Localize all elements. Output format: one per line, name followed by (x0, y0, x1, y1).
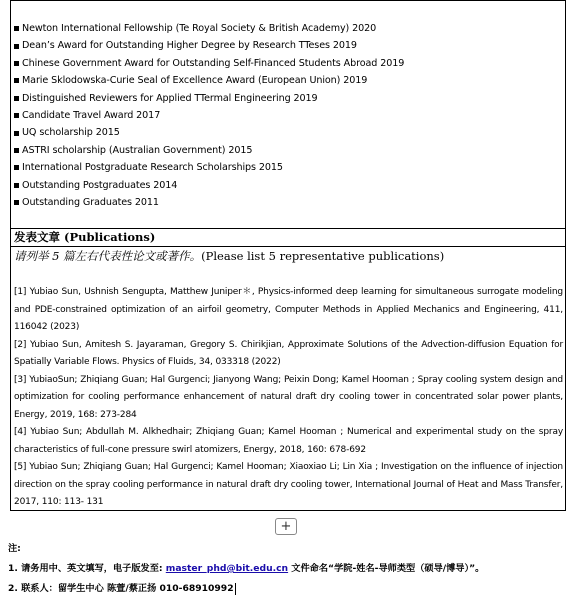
publication-item[interactable]: [3] YubiaoSun; Zhiqiang Guan; Hal Gurgenci; Jianyong Wang; Peixin Dong; Kamel Hooman ; Spray cooling system design and optimization for cooling performance enhancement of natural draft dry cooling tower in concentrated solar power plants, Energy, 2019, 168: 273-284 (14, 374, 563, 420)
bullet-icon (14, 148, 19, 153)
email-link[interactable]: master_phd@bit.edu.cn (165, 563, 289, 574)
award-item: Marie Sklodowska-Curie Seal of Excellence Award (European Union) 2019 (14, 72, 562, 89)
publication-item[interactable]: [1] Yubiao Sun, Ushnish Sengupta, Matthew Juniper＊, Physics-informed deep learning for simultaneous surrogate modeling and PDE-constrained optimization of an airfoil geometry, Computer Methods in Applied Mechanics and Engineering, 411, 116042 (2023) (14, 287, 563, 332)
bullet-icon (14, 96, 19, 101)
publication-item[interactable]: [2] Yubiao Sun, Amitesh S. Jayaraman, Gregory S. Chirikjian, Approximate Solutions of the Advection-diffusion Equation for Spatially Variable Flows. Physics of Fluids, 34, 033318 (2022) (14, 339, 563, 367)
instruction-cn: 请列举 5 篇左右代表性论文或著作。 (14, 249, 202, 263)
award-item: ASTRI scholarship (Australian Government) 2015 (14, 142, 562, 159)
table-divider (10, 246, 566, 247)
publication-item[interactable]: [5] Yubiao Sun; Zhiqiang Guan; Hal Gurgenci; Kamel Hooman; Xiaoxiao Li; Lin Xia ; Investigation on the influence of injection direction on the spray cooling performance in natural draft dry cooling tower, International Journal of Heat and Mass Transfer, 2017, 110: 113- 131 (14, 462, 563, 507)
add-row-button[interactable] (275, 518, 297, 535)
notes-heading: 注: (8, 543, 21, 554)
notes-line-1: 1. 请务用中、英文填写，电子版发至: master_phd@bit.edu.cn 文件命名“学院-姓名-导师类型（硕导/博导）”。 (8, 563, 485, 574)
notes-line-2: 2. 联系人：留学生中心 陈萱/蔡正扬 010-68910992 (8, 583, 234, 594)
publications-list[interactable] (14, 284, 563, 512)
award-item: Distinguished Reviewers for Applied TTermal Engineering 2019 (14, 90, 562, 107)
bullet-icon (14, 131, 19, 136)
bullet-icon (14, 113, 19, 118)
publication-item[interactable]: [4] Yubiao Sun; Abdullah M. Alkhedhair; Zhiqiang Guan; Kamel Hooman ; Numerical and experimental study on the spray characteristics of full-cone pressure swirl atomizers, Energy, 2018, 160: 678-692 (14, 427, 563, 455)
bullet-icon (14, 26, 19, 31)
bullet-icon (14, 61, 19, 66)
award-item: Newton International Fellowship (Te Royal Society & British Academy) 2020 (14, 20, 562, 37)
award-item: UQ scholarship 2015 (14, 124, 562, 141)
bullet-icon (14, 165, 19, 170)
award-item: Outstanding Postgraduates 2014 (14, 177, 562, 194)
award-item: Outstanding Graduates 2011 (14, 194, 562, 211)
instruction-en: (Please list 5 representative publications) (201, 249, 445, 263)
bullet-icon (14, 44, 19, 49)
award-item: Chinese Government Award for Outstanding Self-Financed Students Abroad 2019 (14, 55, 562, 72)
notes (8, 539, 568, 595)
text-cursor (235, 583, 236, 595)
publications-instruction (14, 248, 444, 264)
table-top-border (10, 0, 566, 1)
publications-heading: 发表文章 (Publications) (14, 230, 156, 244)
award-item: Candidate Travel Award 2017 (14, 107, 562, 124)
awards-list (14, 20, 562, 211)
bullet-icon (14, 200, 19, 205)
bullet-icon (14, 183, 19, 188)
award-item: Dean’s Award for Outstanding Higher Degree by Research TTeses 2019 (14, 37, 562, 54)
bullet-icon (14, 78, 19, 83)
award-item: International Postgraduate Research Scholarships 2015 (14, 159, 562, 176)
plus-icon: + (280, 519, 292, 534)
